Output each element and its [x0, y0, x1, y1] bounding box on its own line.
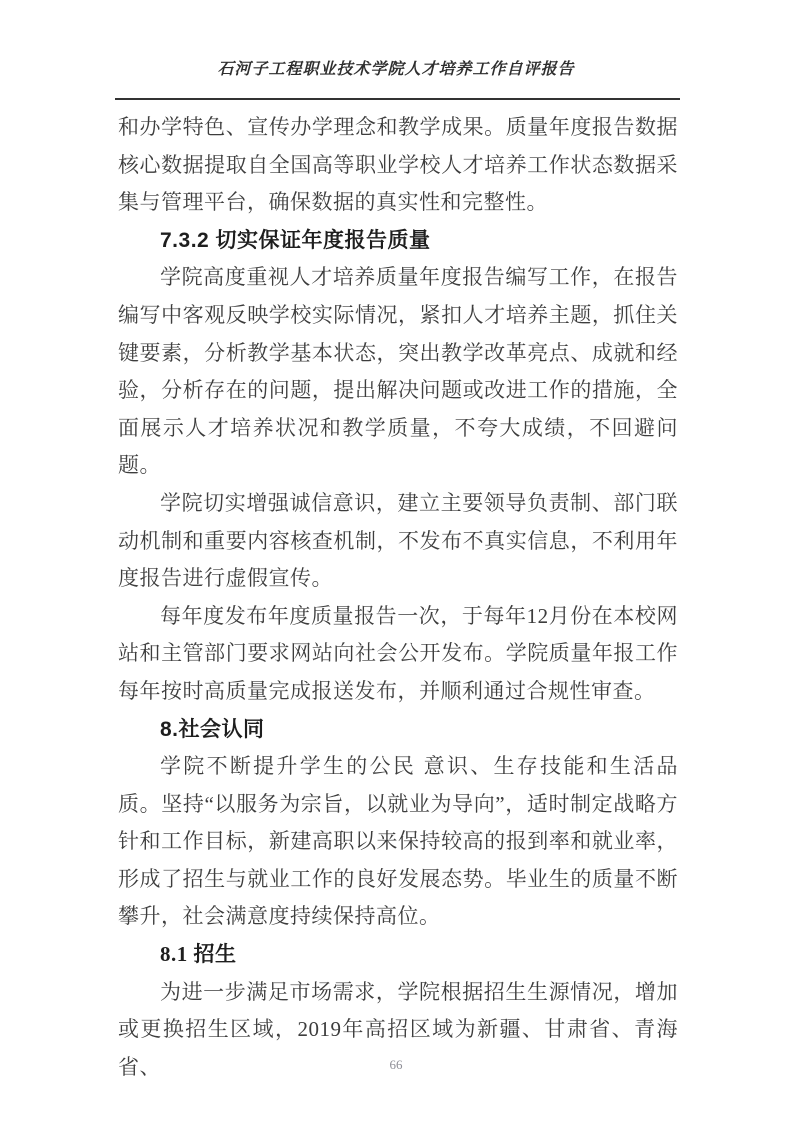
heading-7-3-2: 7.3.2 切实保证年度报告质量	[160, 228, 431, 252]
paragraph: 每年度发布年度质量报告一次，于每年12月份在本校网站和主管部门要求网站向社会公开发布。学院质量年报工作每年按时高质量完成报送发布，并顺利通过合规性审查。	[118, 603, 678, 703]
header-title: 石河子工程职业技术学院人才培养工作自评报告	[217, 61, 575, 78]
heading-8-1: 8.1 招生	[160, 942, 237, 967]
paragraph: 学院不断提升学生的公民 意识、生存技能和生活品质。坚持“以服务为宗旨，以就业为导向”，适时制定战略方针和工作目标，新建高职以来保持较高的报到率和就业率，形成了招生与就业工作的良好发展态势。毕业生的质量不断攀升，社会满意度持续保持高位。	[118, 754, 678, 929]
header-rule	[115, 98, 680, 100]
page-footer	[0, 1056, 792, 1074]
paragraph: 学院切实增强诚信意识，建立主要领导负责制、部门联动机制和重要内容核查机制，不发布不真实信息，不利用年度报告进行虚假宣传。	[118, 490, 678, 591]
document-body	[118, 109, 678, 1086]
heading-8: 8.社会认同	[160, 717, 265, 741]
page-header	[0, 0, 792, 100]
paragraph: 为进一步满足市场需求，学院根据招生生源情况，增加或更换招生区域，2019年高招区域为新疆、甘肃省、青海省、	[118, 979, 678, 1079]
page-number: 66	[389, 1057, 403, 1072]
paragraph: 学院高度重视人才培养质量年度报告编写工作，在报告编写中客观反映学校实际情况，紧扣人才培养主题，抓住关键要素，分析教学基本状态，突出教学改革亮点、成就和经验，分析存在的问题，提出解决问题或改进工作的措施，全面展示人才培养状况和教学质量，不夸大成绩，不回避问题。	[118, 265, 678, 478]
paragraph-continued: 和办学特色、宣传办学理念和教学成果。质量年度报告数据核心数据提取自全国高等职业学校人才培养工作状态数据采集与管理平台，确保数据的真实性和完整性。	[118, 115, 678, 215]
